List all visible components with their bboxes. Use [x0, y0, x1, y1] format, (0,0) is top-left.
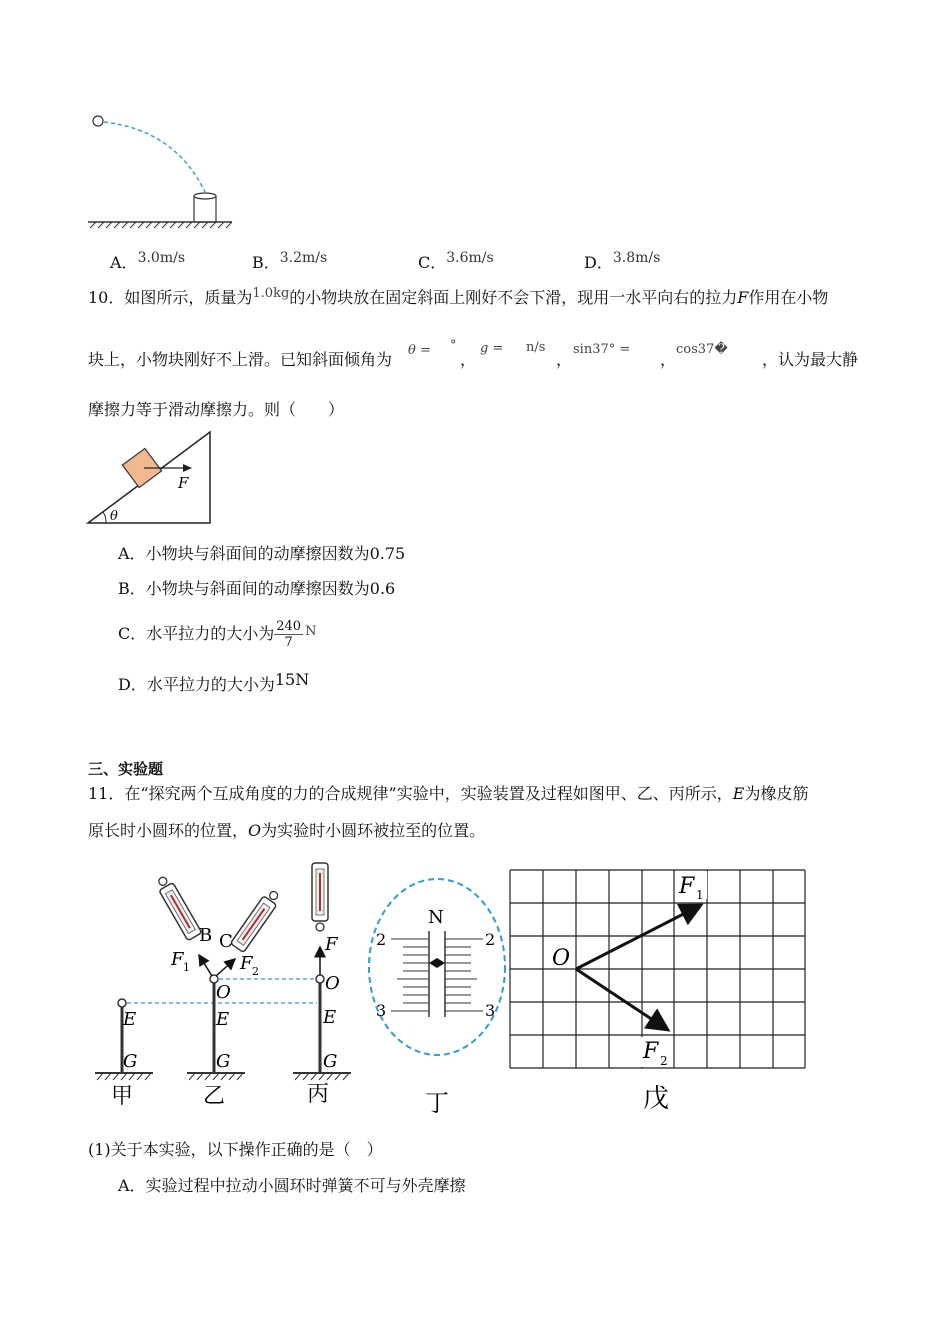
svg-text:G: G	[123, 1051, 138, 1072]
option-value: 3.8m/s	[612, 250, 661, 266]
q11-experiment-figure	[85, 855, 815, 1120]
comma-2: ，	[556, 350, 573, 369]
panel-yi	[154, 874, 283, 1109]
option-letter: D．	[118, 675, 147, 694]
svg-text:G: G	[323, 1051, 338, 1072]
q9-projectile-figure	[80, 108, 240, 233]
q10-option-a[interactable]: A．小物块与斜面间的动摩擦因数为0.75	[118, 544, 406, 563]
svg-text:2: 2	[485, 930, 496, 949]
option-letter: D．	[584, 253, 613, 272]
svg-text:2: 2	[252, 965, 259, 978]
q10-line-2-end: ，认为最大静	[762, 350, 859, 369]
comma-1: ，	[460, 350, 477, 369]
panel-jia	[95, 999, 153, 1109]
ground-hatch	[90, 222, 232, 228]
panel-label-wu: 戊	[643, 1084, 670, 1114]
svg-text:2: 2	[660, 1054, 668, 1068]
q11-line-2: 原长时小圆环的位置，O为实验时小圆环被拉至的位置。	[88, 821, 486, 840]
q10-line-3: 摩擦力等于滑动摩擦力。则（ ）	[88, 400, 345, 419]
mass-value: 1.0kg	[252, 286, 290, 301]
svg-text:F: F	[171, 949, 184, 970]
question-number: 11．	[88, 784, 125, 803]
svg-text:1: 1	[696, 888, 704, 902]
svg-text:3: 3	[485, 1001, 496, 1020]
start-point	[93, 116, 103, 126]
svg-text:E: E	[123, 1009, 137, 1030]
cos-expr: cos37�	[676, 342, 728, 357]
option-letter: B．	[118, 579, 146, 598]
q11-sub1-option-a[interactable]: A．实验过程中拉动小圆环时弹簧不可与外壳摩擦	[118, 1176, 466, 1195]
g-expr: g =	[480, 341, 504, 356]
svg-text:N: N	[428, 907, 444, 928]
panel-label-bing: 丙	[307, 1082, 330, 1107]
section-title: 三、实验题	[88, 760, 164, 778]
panel-label-ding: 丁	[425, 1089, 449, 1117]
q9-option-c[interactable]	[418, 250, 494, 274]
cup-rim	[194, 193, 216, 199]
svg-text:O: O	[325, 973, 340, 994]
q9-option-b[interactable]	[252, 250, 328, 274]
theta-expr: θ =	[408, 343, 431, 358]
trajectory-path	[104, 122, 205, 192]
q10-option-c[interactable]: C．水平拉力的大小为 $\frac{240}{7}$ $^N$	[118, 619, 317, 650]
option-value: 3.0m/s	[137, 250, 186, 266]
svg-text:E: E	[323, 1007, 337, 1028]
option-letter: B．	[252, 253, 280, 272]
svg-text:O: O	[216, 982, 231, 1003]
g-unit: n/s	[526, 340, 546, 355]
option-letter: A．	[118, 544, 146, 563]
angle-label: θ	[110, 509, 118, 524]
force-symbol: F	[737, 288, 749, 307]
panel-ding	[369, 879, 505, 1117]
option-value: 3.6m/s	[446, 250, 494, 266]
fraction: $\frac{240}{7}$	[276, 619, 302, 650]
option-letter: C．	[118, 624, 147, 643]
deg-sign: °	[450, 338, 457, 353]
svg-text:2: 2	[376, 930, 387, 949]
panel-label-jia: 甲	[111, 1084, 134, 1109]
panel-label-yi: 乙	[203, 1084, 226, 1109]
option-value: 3.2m/s	[279, 250, 328, 266]
q9-option-d[interactable]	[584, 250, 661, 274]
svg-text:F: F	[643, 1039, 659, 1064]
svg-text:F: F	[679, 874, 695, 899]
svg-text:G: G	[216, 1051, 231, 1072]
q10-incline-figure	[84, 428, 219, 528]
q10-option-d[interactable]: D．水平拉力的大小为15N	[118, 670, 310, 694]
q9-option-a[interactable]	[110, 250, 186, 274]
q11-line-1: 11．在“探究两个互成角度的力的合成规律”实验中，实验装置及过程如图甲、乙、丙所示，E为橡皮筋	[88, 784, 809, 803]
svg-text:E: E	[216, 1009, 230, 1030]
svg-text:O: O	[552, 946, 571, 971]
svg-text:F: F	[325, 934, 338, 955]
q10-line-2-start: 块上，小物块刚好不上滑。已知斜面倾角为	[88, 350, 393, 369]
panel-bing	[293, 863, 351, 1107]
panel-wu	[510, 870, 805, 1114]
svg-text:1: 1	[183, 961, 190, 974]
question-number: 10．	[88, 288, 125, 307]
svg-text:F: F	[240, 953, 253, 974]
svg-text:C: C	[219, 931, 233, 952]
force-label: F	[178, 474, 189, 492]
cup	[194, 196, 216, 222]
option-letter: A．	[110, 253, 138, 272]
q11-sub1-question: (1)关于本实验，以下操作正确的是（ ）	[88, 1140, 383, 1159]
option-letter: C．	[418, 253, 447, 272]
q10-option-b[interactable]: B．小物块与斜面间的动摩擦因数为0.6	[118, 579, 396, 598]
svg-text:3: 3	[376, 1001, 387, 1020]
svg-text:B: B	[199, 925, 213, 946]
option-letter: A．	[118, 1176, 146, 1195]
q10-line-1: 10．如图所示，质量为$^{1.0kg}$的小物块放在固定斜面上刚好不会下滑，现用一水平向右的拉力F作用在小物	[88, 286, 829, 307]
sin-expr: sin37° =	[573, 342, 631, 357]
comma-3: ，	[660, 350, 677, 369]
